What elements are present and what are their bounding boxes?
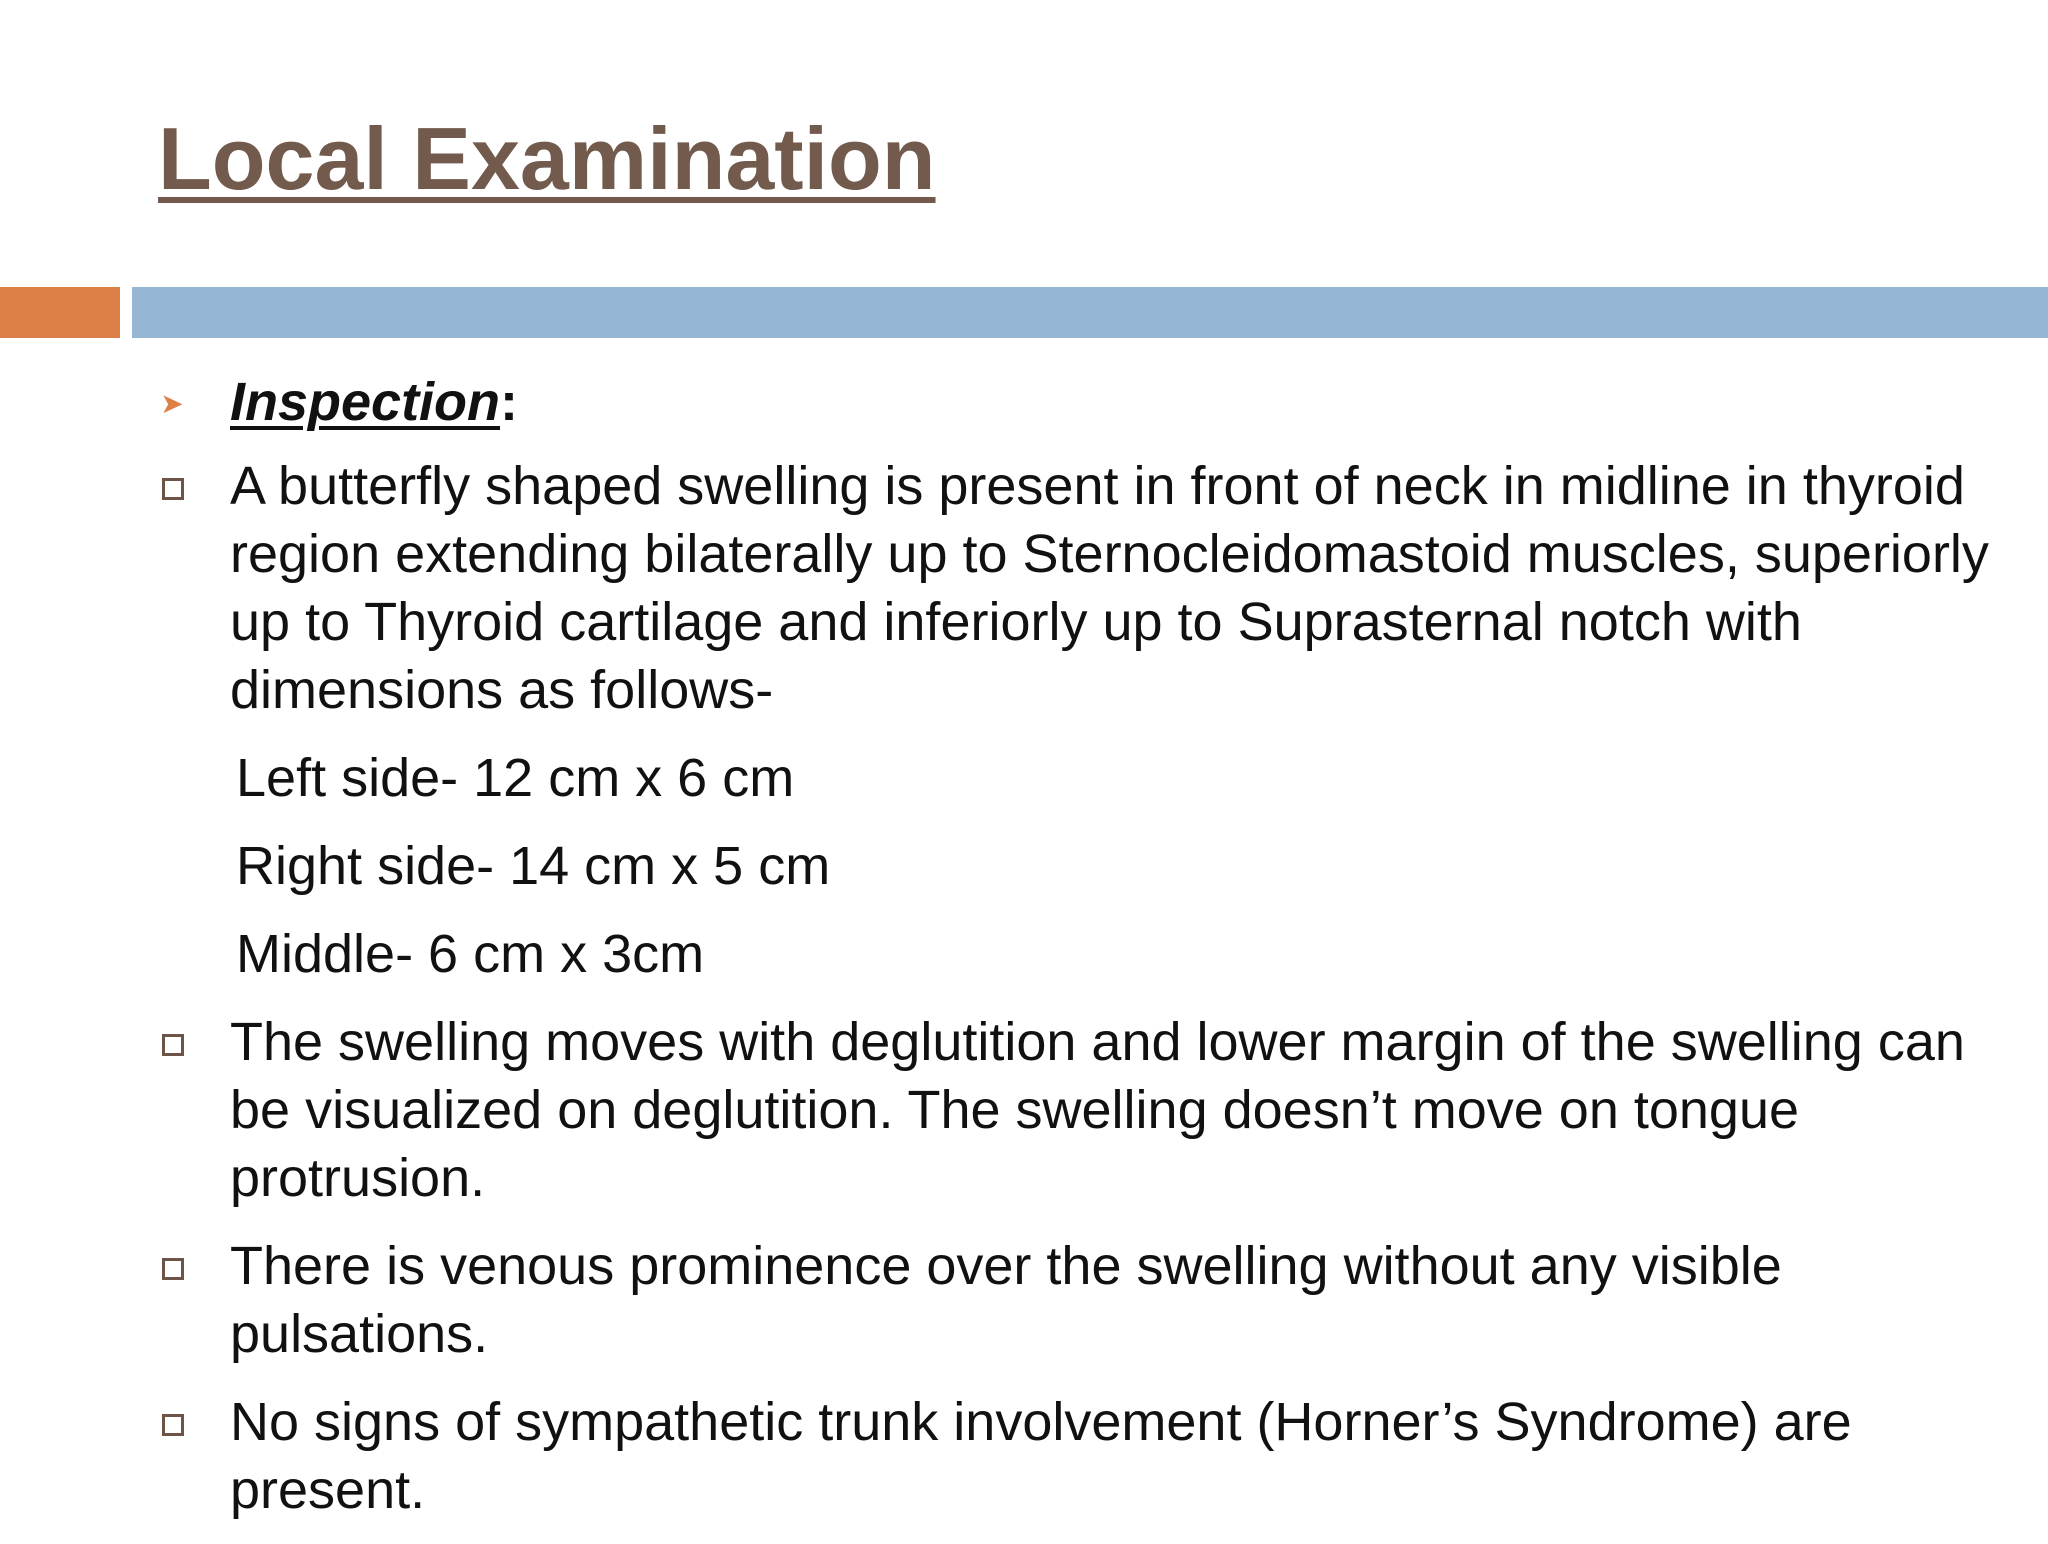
header-bar xyxy=(132,287,2048,338)
bullet-deglutition xyxy=(150,1008,1990,1212)
square-bullet-icon xyxy=(162,1258,184,1280)
arrowhead-bullet-icon: ➤ xyxy=(160,388,184,419)
bullet-horners-syndrome xyxy=(150,1388,1990,1524)
square-bullet-icon xyxy=(162,478,184,500)
square-bullet-icon xyxy=(162,1034,184,1056)
inspection-colon: : xyxy=(500,372,519,432)
bullet-swelling-description xyxy=(150,452,1990,724)
slide-title: Local Examination xyxy=(158,109,936,208)
inspection-label: Inspection xyxy=(230,372,501,432)
bullet-text: The swelling moves with deglutition and lower margin of the swelling can be visualized on deglutition. The swelling doesn’t move on tongue protrusion. xyxy=(230,1012,1965,1208)
slide-body xyxy=(150,368,1990,1544)
bullet-text: A butterfly shaped swelling is present in front of neck in midline in thyroid region extending bilaterally up to Sternocleidomastoid muscles, superiorly up to Thyroid cartilage and inferiorly up to Suprasternal notch with dimensions as follows- xyxy=(230,456,1989,720)
dimension-right: Right side- 14 cm x 5 cm xyxy=(236,836,831,896)
bullet-text: No signs of sympathetic trunk involvement (Horner’s Syndrome) are present. xyxy=(230,1392,1852,1520)
dimension-left: Left side- 12 cm x 6 cm xyxy=(236,748,795,808)
accent-bar xyxy=(0,287,120,338)
inspection-heading xyxy=(150,368,1990,436)
dimension-middle: Middle- 6 cm x 3cm xyxy=(236,924,705,984)
bullet-text: There is venous prominence over the swelling without any visible pulsations. xyxy=(230,1236,1782,1364)
bullet-venous-prominence xyxy=(150,1232,1990,1368)
square-bullet-icon xyxy=(162,1414,184,1436)
